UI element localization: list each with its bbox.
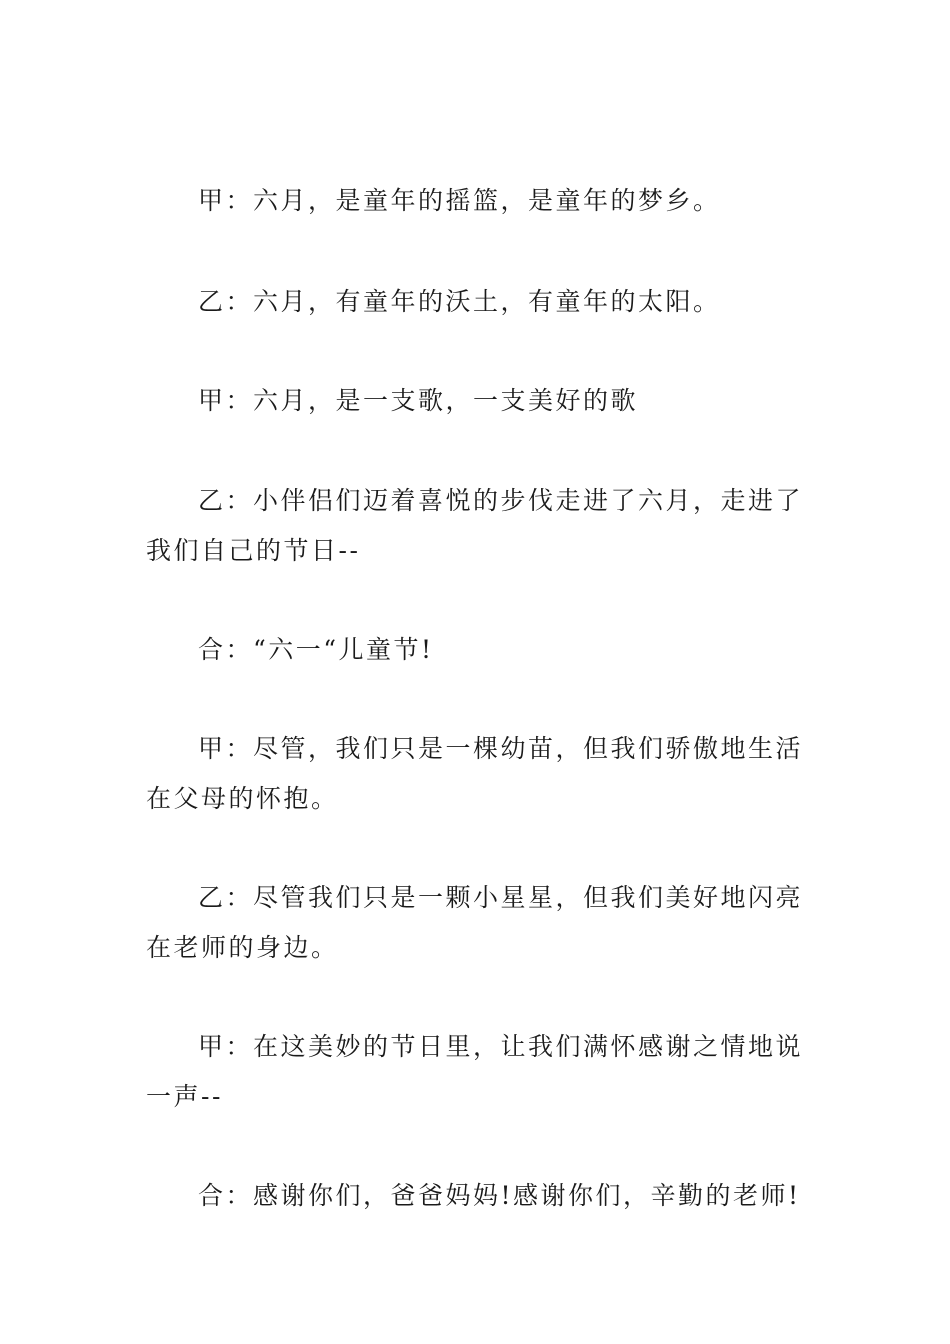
paragraph-2: 乙：六月，有童年的沃土，有童年的太阳。 <box>198 287 721 316</box>
paragraph-6: 甲：尽管，我们只是一棵幼苗，但我们骄傲地生活在父母的怀抱。 <box>146 734 804 813</box>
paragraph-1: 甲：六月，是童年的摇篮，是童年的梦乡。 <box>198 186 721 215</box>
paragraph-9: 合：感谢你们，爸爸妈妈!感谢你们，辛勤的老师! <box>198 1181 801 1210</box>
paragraph-8: 甲：在这美妙的节日里，让我们满怀感谢之情地说一声-- <box>146 1032 804 1111</box>
paragraph-5: 合：“六一“儿童节! <box>198 635 434 664</box>
paragraph-4: 乙：小伴侣们迈着喜悦的步伐走进了六月，走进了我们自己的节日-- <box>146 486 804 565</box>
paragraph-7: 乙：尽管我们只是一颗小星星，但我们美好地闪亮在老师的身边。 <box>146 883 804 962</box>
paragraph-3: 甲：六月，是一支歌，一支美好的歌 <box>198 386 639 415</box>
